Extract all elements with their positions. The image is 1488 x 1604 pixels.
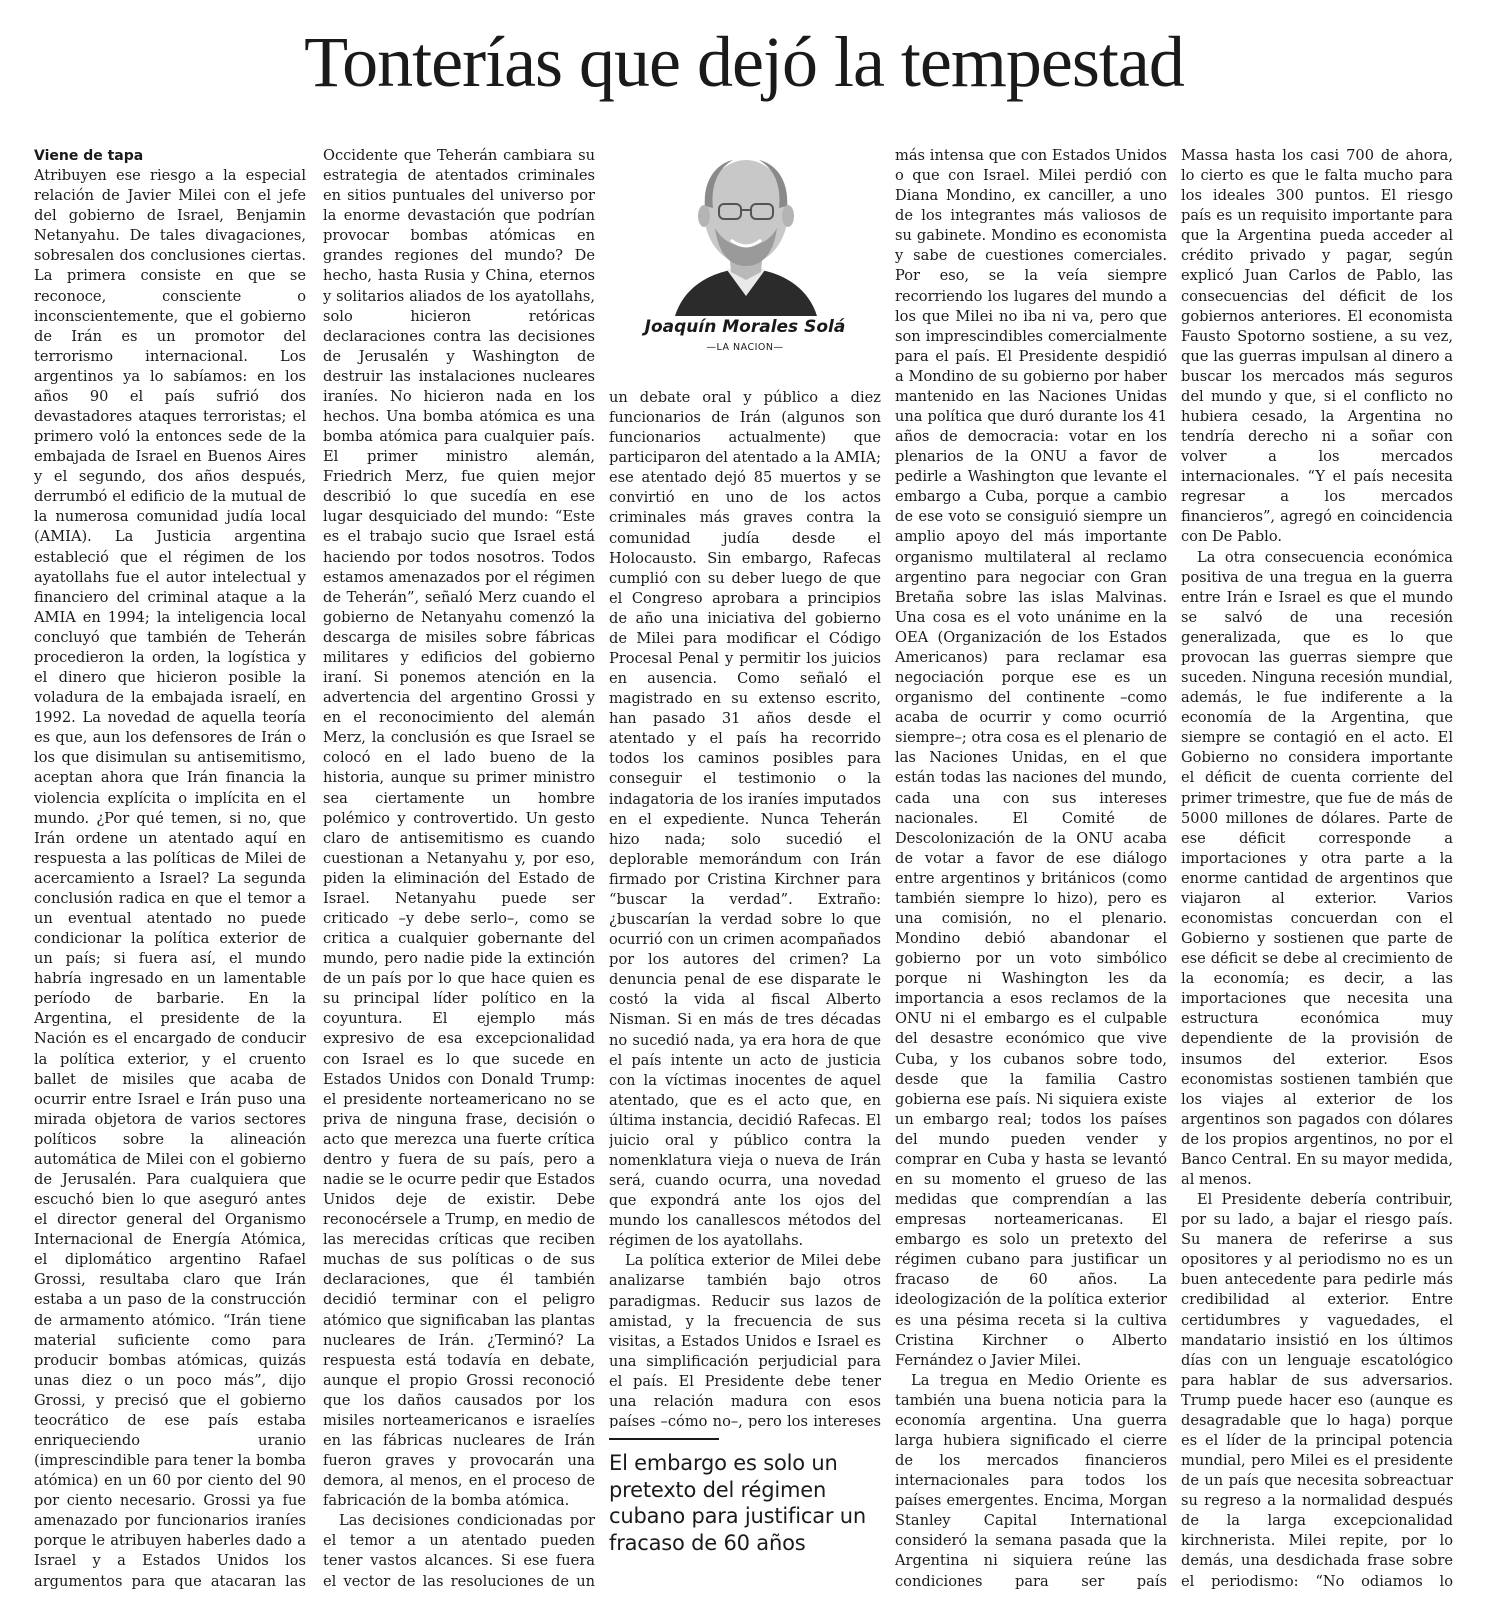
author-portrait <box>615 146 877 316</box>
kicker: Viene de tapa <box>34 148 144 164</box>
pull-quote: El embargo es solo un pretexto del régimen cubano para justificar un fracaso de 60 años <box>609 1451 866 1555</box>
paragraph: Las decisiones condicionadas por el temor a un atentado pueden tener vastos alcances. Si ese fuera el vector de las resoluciones de un <box>323 1512 595 1590</box>
paragraph: más intensa que con Estados Unidos o que con Israel. Milei perdió con Diana Mondino, ex canciller, a uno de los integrantes más valiosos de su gabinete. Mondino es economista y sabe de cuestiones comerciales. Por eso, se la veía siempre recorriendo los lugares del mundo a los que Milei no iba ni va, pero que son imprescindibles comercialmente para el país. El Presidente despidió a Mondino de su gobierno por haber mantenido en las Naciones Unidas una política que duró durante los 41 años de democracia: votar en los plenarios de la ONU a favor de pedirle a Washington que levante el embargo a Cuba, porque a cambio de ese voto se consiguió siempre un amplio apoyo del más importante organismo multilateral al reclamo argentino para negociar con Gran Bretaña sobre las islas Malvinas. Una cosa es el voto unánime en la OEA (Organización de los Estados Americanos) para reclamar esa negociación porque ese es un organismo del continente –como acaba de ocurrir y como ocurrió siempre–; otra cosa es el plenario de las Naciones Unidas, en el que están todas las naciones del mundo, cada una con sus intereses nacionales. El Comité de Descolonización de la ONU acaba de votar a favor de ese diálogo entre argentinos y británicos (como también siempre lo hizo), pero es una comisión, no el plenario. Mondino debió abandonar el gobierno por un voto simbólico porque ni Washington les da importancia a esos reclamos de la ONU ni el embargo es el culpable del desastre económico que vive Cuba, y los cubanos sobre todo, desde que la familia Castro gobierna ese país. Ni siquiera existe un embargo real; todos los países del mundo pueden vender y comprar en Cuba y hasta se levantó en su momento el grueso de las medidas que comprendían a las empresas norteamericanas. El embargo es solo un pretexto del régimen cubano para justificar un fracaso de 60 años. La ideologización de la política exterior es una pésima receta si la cultiva Cristina Kirchner o Alberto Fernández o Javier Milei. <box>895 147 1167 1369</box>
paragraph: La otra consecuencia económica positiva de una tregua en la guerra entre Irán e Israel es que el mundo se salvó de una recesión generalizada, que es lo que provocan las guerras siempre que suceden. Ninguna recesión mundial, además, le fue indiferente a la economía de la Argentina, que siempre se contagió en el acto. El Gobierno no considera importante el déficit de cuenta corriente del primer trimestre, que fue de más de 5000 millones de dólares. Parte de ese déficit corresponde a importaciones y otra parte a la enorme cantidad de argentinos que viajaron al exterior. Varios economistas concuerdan con el Gobierno y sostienen que parte de ese déficit se debe al crecimiento de la economía; es decir, a las importaciones que necesita una estructura económica muy dependiente de la provisión de insumos del exterior. Esos economistas sostienen también que los viajes al exterior de los argentinos son pagados con dólares de los propios argentinos, no por el Banco Central. En su mayor medida, al menos. <box>1181 548 1453 1188</box>
article-column-5 <box>1181 146 1453 1594</box>
paragraph: Atribuyen ese riesgo a la especial relación de Javier Milei con el jefe del gobierno de Israel, Benjamin Netanyahu. De tales divagaciones, sobresalen dos conclusiones ciertas. La primera consiste en que se reconoce, consciente o inconscientemente, que el gobierno de Irán es un promotor del terrorismo internacional. Los argentinos ya lo sabíamos: en los años 90 el país sufrió dos devastadores ataques terroristas; el primero voló la entonces sede de la embajada de Israel en Buenos Aires y el segundo, dos años después, derrumbó el edificio de la mutual de la numerosa comunidad judía local (AMIA). La Justicia argentina estableció que el régimen de los ayatollahs fue el autor intelectual y financiero del criminal ataque a la AMIA en 1994; la inteligencia local concluyó que también de Teherán procedieron la orden, la logística y el dinero que hicieron posible la voladura de la embajada israelí, en 1992. La novedad de aquella teoría es que, aun los defensores de Irán o los que disimulan su antisemitismo, aceptan ahora que Irán financia la violencia explícita o implícita en el mundo. ¿Por qué temen, si no, que Irán ordene un atentado aquí en respuesta a las políticas de Milei de acercamiento a Israel? La segunda conclusión radica en que el temor a un eventual atentado no puede condicionar la política exterior de un país; si fuera así, el mundo habría ingresado en un lamentable período de barbarie. En la Argentina, el presidente de la Nación es el encargado de conducir la política exterior, y el cruento ballet de misiles que acaba de ocurrir entre Israel e Irán puso una mirada objetora de varios sectores políticos sobre la alineación automática de Milei con el gobierno de Jerusalén. Para cualquiera que escuchó bien lo que aseguró antes el director general del Organismo Internacional de Energía Atómica, el diplomático argentino Rafael Grossi, resultaba claro que Irán estaba a un paso de la construcción de armamento atómico. “Irán tiene material suficiente como para producir bombas atómicas, quizás unas diez o un poco más”, dijo Grossi, y precisó que el gobierno teocrático de ese país estaba enriqueciendo uranio (imprescindible para tener la bomba atómica) en un 60 por ciento del 90 por ciento necesario. Grossi ya fue amenazado por funcionarios iraníes porque le atribuyen haberles dado a Israel y a Estados Unidos los argumentos para que atacaran las <box>34 167 306 1590</box>
article-column-1 <box>34 146 306 1594</box>
paragraph: Occidente que Teherán cambiara su estrategia de atentados criminales en sitios puntuales del universo por la enorme devastación que podrían provocar bombas atómicas en grandes regiones del mundo? De hecho, hasta Rusia y China, eternos y solitarios aliados de los ayatollahs, solo hicieron retóricas declaraciones contra las decisiones de Jerusalén y Washington de destruir las instalaciones nucleares iraníes. No hicieron nada en los hechos. Una bomba atómica es una bomba atómica para cualquier país. El primer ministro alemán, Friedrich Merz, fue quien mejor describió lo que sucedía en ese lugar desquiciado del mundo: “Este es el trabajo sucio que Israel está haciendo por todos nosotros. Todos estamos amenazados por el régimen de Teherán”, señaló Merz cuando el gobierno de Netanyahu comenzó la descarga de misiles sobre fábricas militares y edificios del gobierno iraní. Si ponemos atención en la advertencia del argentino Grossi y en el reconocimiento del alemán Merz, la conclusión es que Israel se colocó en el lado bueno de la historia, aunque su primer ministro sea ciertamente un hombre polémico y controvertido. Un gesto claro de antisemitismo es cuando cuestionan a Netanyahu y, por eso, piden la eliminación del Estado de Israel. Netanyahu puede ser criticado –y debe serlo–, como se critica a cualquier gobernante del mundo, pero nadie pide la extinción de un país por lo que hace quien es su principal líder político en la coyuntura. El ejemplo más expresivo de esa excepcionalidad con Israel es lo que sucede en Estados Unidos con Donald Trump: el presidente norteamericano no se priva de ninguna frase, decisión o acto que merezca una fuerte crítica dentro y fuera de su país, pero a nadie se le ocurre pedir que Estados Unidos deje de existir. Debe reconocérsele a Trump, en medio de las merecidas críticas que reciben muchas de sus políticas o de sus declaraciones, que él también decidió terminar con el peligro atómico que significaban las plantas nucleares de Irán. ¿Terminó? La respuesta está todavía en debate, aunque el propio Grossi reconoció que los daños causados por los misiles norteamericanos e israelíes en las fábricas nucleares de Irán fueron graves y provocarán una demora, al menos, en el proceso de fabricación de la bomba atómica. <box>323 147 595 1510</box>
author-name: Joaquín Morales Solá <box>644 317 846 337</box>
article-column-4 <box>895 146 1167 1594</box>
article-column-2 <box>323 146 595 1594</box>
paragraph: La política exterior de Milei debe analizarse también bajo otros paradigmas. Reducir sus lazos de amistad, y la frecuencia de sus visitas, a Estados Unidos e Israel es una simplificación perjudicial para el país. El Presidente debe tener una relación madura con esos países –cómo no–, pero los intereses <box>609 1252 881 1428</box>
pull-quote-rule <box>609 1438 719 1440</box>
author-outlet: —LA NACION— <box>706 342 784 353</box>
paragraph: La tregua en Medio Oriente es también una buena noticia para la economía argentina. Una guerra larga hubiera significado el cierre de los mercados financieros internacionales para todos los países emergentes. Encima, Morgan Stanley Capital International consideró la semana pasada que la Argentina ni siquiera reúne las condiciones para ser país <box>895 1371 1167 1590</box>
paragraph: un debate oral y público a diez funcionarios de Irán (algunos son funcionarios actualmente) que participaron del atentado a la AMIA; ese atentado dejó 85 muertos y se convirtió en uno de los actos criminales más graves contra la comunidad judía desde el Holocausto. Sin embargo, Rafecas cumplió con su deber luego de que el Congreso aprobara a principios de año una iniciativa del gobierno de Milei para modificar el Código Procesal Penal y permitir los juicios en ausencia. Como señaló el magistrado en su extenso escrito, han pasado 31 años desde el atentado y el país ha recorrido todos los caminos posibles para conseguir el testimonio o la indagatoria de los iraníes imputados en el expediente. Nunca Teherán hizo nada; solo sucedió el deplorable memorándum con Irán firmado por Cristina Kirchner para “buscar la verdad”. Extraño: ¿buscarían la verdad sobre lo que ocurrió con un crimen acompañados por los autores del crimen? La denuncia penal de ese disparate le costó la vida al fiscal Alberto Nisman. Si en más de tres décadas no sucedió nada, ya era hora de que el país intente un acto de justicia con la víctimas inocentes de aquel atentado, que es el acto que, en última instancia, decidió Rafecas. El juicio oral y público contra la nomenklatura vieja o nueva de Irán será, cuando ocurra, una novedad que expondrá ante los ojos del mundo los canallescos métodos del régimen de los ayatollahs. <box>609 389 881 1250</box>
headline: Tonterías que dejó la tempestad <box>304 22 1184 102</box>
author-byline <box>609 146 881 376</box>
paragraph: El Presidente debería contribuir, por su lado, a bajar el riesgo país. Su manera de referirse a sus opositores y al periodismo no es un buen antecedente para pedirle más credibilidad al exterior. Entre certidumbres y vaguedades, el mandatario insistió en los últimos días con un lenguaje escatológico para hablar de sus adversarios. Trump puede hacer eso (aunque es desagradable que lo haga) porque es el líder de la principal potencia mundial, pero Milei es el presidente de un país que necesita sobreactuar su regreso a la normalidad después de la larga excepcionalidad kirchnerista. Milei repite, por lo demás, una desdichada frase sobre el periodismo: “No odiamos lo <box>1181 1191 1453 1590</box>
article-column-3 <box>609 388 881 1428</box>
paragraph: Massa hasta los casi 700 de ahora, lo cierto es que le falta mucho para los ideales 300 puntos. El riesgo país es un requisito importante para que la Argentina pueda acceder al crédito privado y pagar, según explicó Juan Carlos de Pablo, las consecuencias del déficit de los gobiernos anteriores. El economista Fausto Spotorno sostiene, a su vez, que las guerras impulsan al dinero a buscar los mercados más seguros del mundo y que, si el conflicto no hubiera cesado, la Argentina no tendría derecho ni a soñar con volver a los mercados internacionales. “Y el país necesita regresar a los mercados financieros”, agregó en coincidencia con De Pablo. <box>1181 147 1453 546</box>
